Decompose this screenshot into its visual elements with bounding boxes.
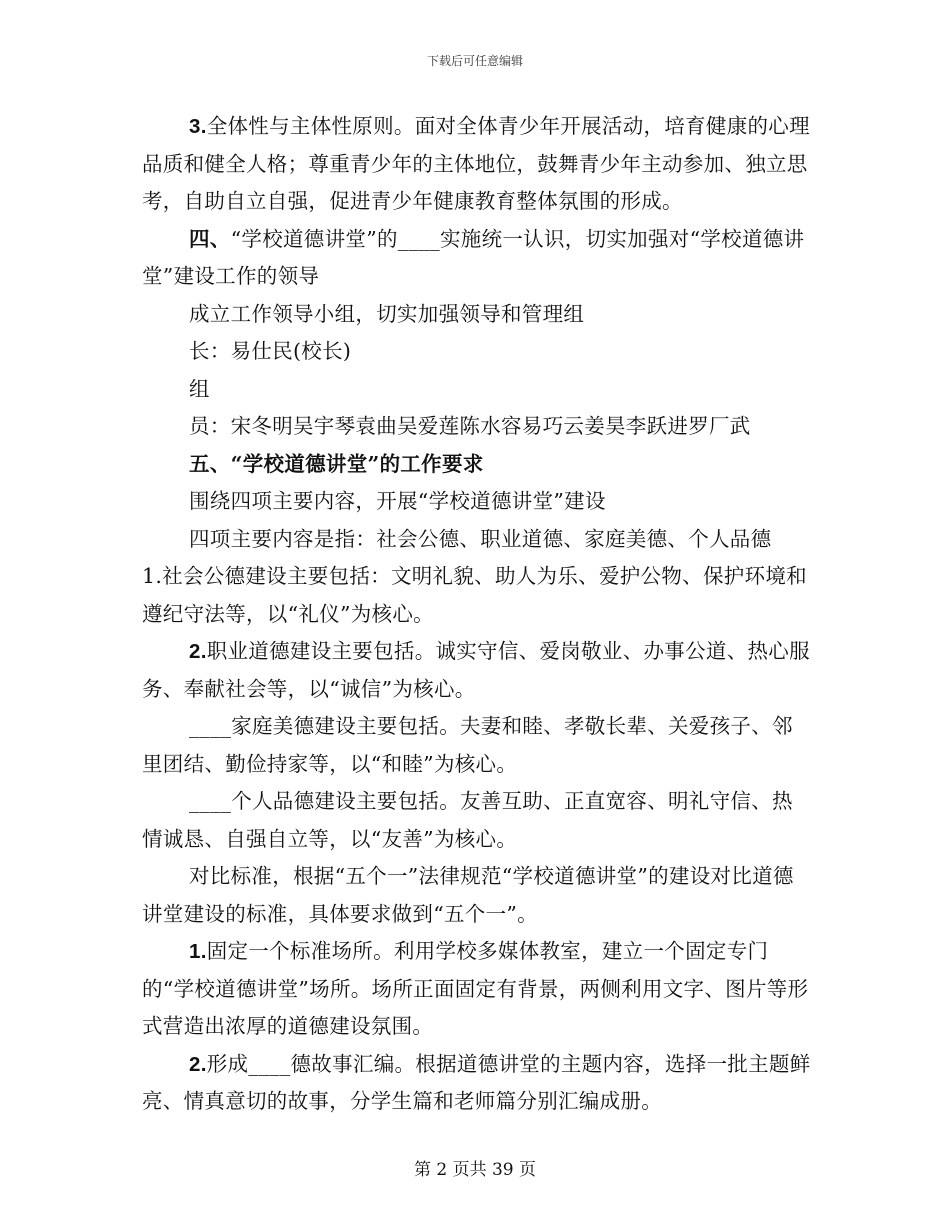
paragraph-text: 长：易仕民(校长) [189, 339, 352, 363]
paragraph-item-1: 1.社会公德建设主要包括：文明礼貌、助人为乐、爱护公物、保护环境和遵纪守法等，以“礼仪”为核心。 [142, 564, 807, 626]
paragraph-requirement-2 [142, 1046, 812, 1121]
paragraph-text: 形成____德故事汇编。根据道德讲堂的主题内容，选择一批主题鲜亮、情真意切的故事，分学生篇和老师篇分别汇编成册。 [142, 1051, 811, 1113]
section-5-heading: 五、“学校道德讲堂”的工作要求 [189, 451, 484, 476]
section-heading-text: “学校道德讲堂”的____实施统一认识，切实加强对“学校道德讲堂”建设工作的领导 [142, 226, 805, 288]
paragraph-text: 全体性与主体性原则。面对全体青少年开展活动，培育健康的心理品质和健全人格；尊重青少年的主体地位，鼓舞青少年主动参加、独立思考，自助自立自强，促进青少年健康教育整体氛围的形成。 [142, 114, 810, 213]
paragraph-principle-3 [142, 108, 812, 221]
paragraph-item-3: ____家庭美德建设主要包括。夫妻和睦、孝敬长辈、关爱孩子、邻里团结、勤俭持家等，以“和睦”为核心。 [142, 714, 793, 776]
paragraph-text: 成立工作领导小组，切实加强领导和管理组 [189, 301, 585, 326]
paragraph-text: 职业道德建设主要包括。诚实守信、爱岗敬业、办事公道、热心服务、奉献社会等，以“诚信”为核心。 [142, 639, 810, 701]
page-header: 下载后可任意编辑 [426, 54, 523, 68]
paragraph-text: 员：宋冬明吴宇琴袁曲吴爱莲陈水容易巧云姜昊李跃进罗厂武 [189, 414, 751, 438]
paragraph-text: 围绕四项主要内容，开展“学校道德讲堂”建设 [189, 489, 606, 513]
item-number: 3. [189, 115, 207, 138]
paragraph-item-4: ____个人品德建设主要包括。友善互助、正直宽容、明礼守信、热情诚恳、自强自立等，以“友善”为核心。 [142, 789, 793, 851]
paragraph-text: 组 [189, 376, 210, 401]
document-body [142, 108, 812, 1121]
section-number: 四、 [189, 226, 231, 251]
paragraph-compare: 对比标准，根据“五个一”法律规范“学校道德讲堂”的建设对比道德讲堂建设的标准，具体要求做到“五个一”。 [142, 864, 794, 926]
page-footer: 第 2 页共 39 页 [413, 1160, 537, 1180]
item-number: 1. [189, 940, 207, 963]
section-4-heading [142, 221, 812, 296]
paragraph-text: 四项主要内容是指：社会公德、职业道德、家庭美德、个人品德 [189, 526, 772, 551]
paragraph-text: 固定一个标准场所。利用学校多媒体教室，建立一个固定专门的“学校道德讲堂”场所。场所正面固定有背景，两侧利用文字、图片等形式营造出浓厚的道德建设氛围。 [142, 939, 809, 1038]
item-number: 2. [189, 640, 207, 663]
paragraph-requirement-1 [142, 933, 812, 1046]
item-number: 2. [189, 1052, 207, 1076]
paragraph-item-2 [142, 633, 812, 708]
